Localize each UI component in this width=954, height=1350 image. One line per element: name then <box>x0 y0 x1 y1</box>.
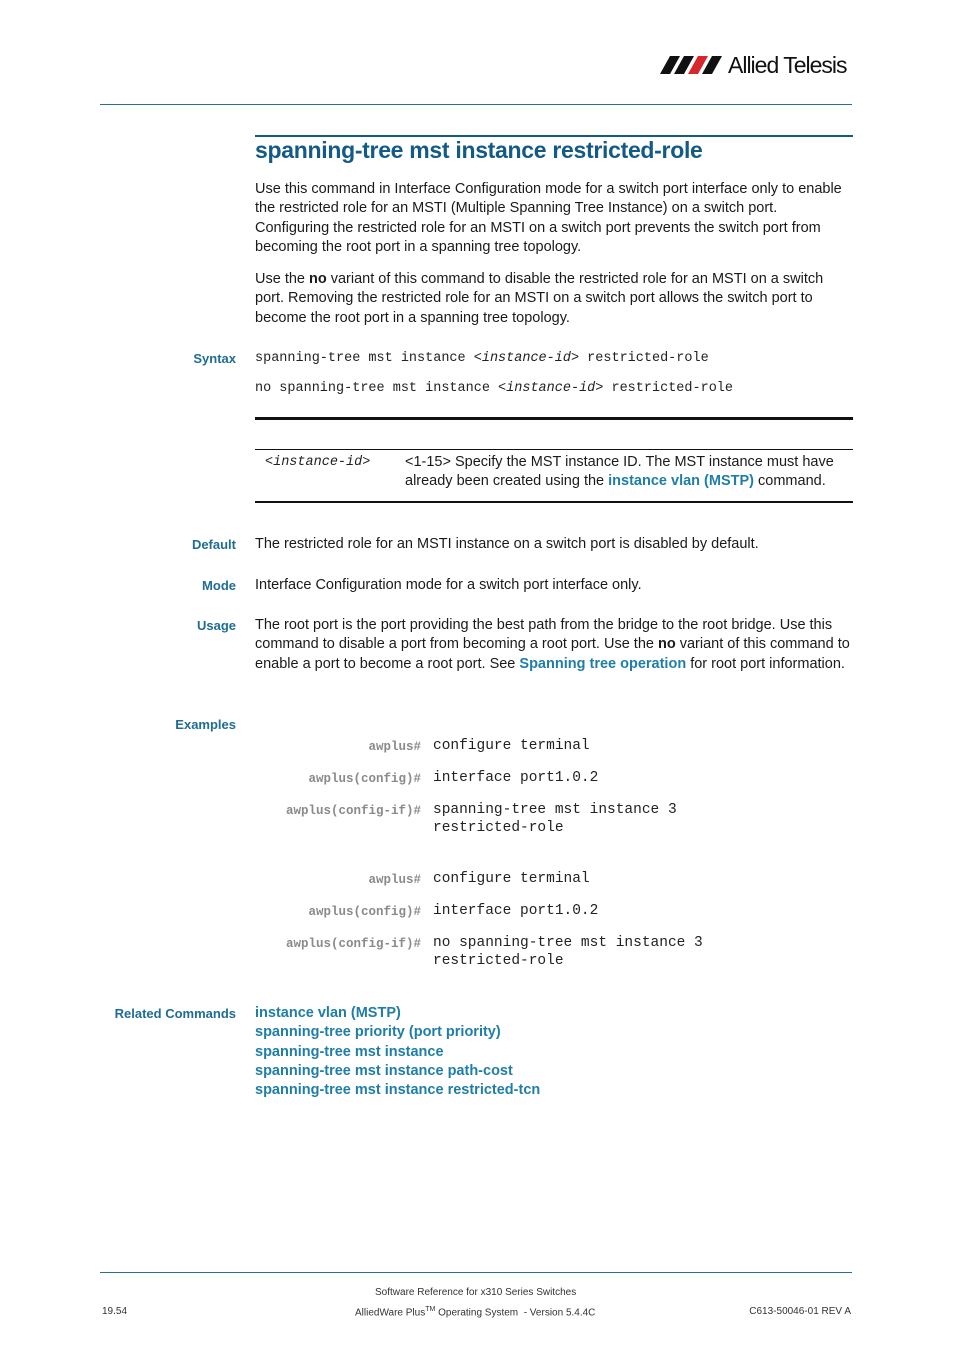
example-command: interface port1.0.2 <box>433 770 599 786</box>
syntax-line-2: no spanning-tree mst instance <instance-id> restricted-role <box>255 381 734 396</box>
usage-label: Usage <box>196 618 236 633</box>
example-command: spanning-tree mst instance 3 restricted-role <box>433 802 677 836</box>
param-name: <instance-id> <box>265 455 371 470</box>
table-top-rule <box>255 417 853 420</box>
syntax-line-1: spanning-tree mst instance <instance-id> restricted-role <box>255 351 709 366</box>
default-label: Default <box>191 537 236 552</box>
related-link-mst-instance[interactable]: spanning-tree mst instance <box>255 1044 444 1060</box>
related-link-restricted-tcn[interactable]: spanning-tree mst instance restricted-tcn <box>255 1082 541 1098</box>
table-bottom-rule <box>255 501 853 503</box>
example-prompt: awplus(config)# <box>308 772 421 786</box>
allied-telesis-logo <box>660 50 847 80</box>
related-commands-label: Related Commands <box>114 1006 236 1021</box>
intro-paragraph-1: Use this command in Interface Configuration mode for a switch port interface only to enable the restricted role for an MSTI (Multiple Spanning Tree Instance) on a switch port. Configuring the restricted role for an MSTI on a switch port prevents the switch port from becoming the root port in a spanning tree topology. <box>255 181 842 256</box>
example-prompt: awplus# <box>368 873 421 887</box>
spanning-tree-operation-link[interactable]: Spanning tree operation <box>519 655 687 672</box>
document-id: C613-50046-01 REV A <box>749 1306 851 1317</box>
example-prompt: awplus(config-if)# <box>285 937 421 951</box>
page-number: 19.54 <box>102 1306 128 1317</box>
default-text: The restricted role for an MSTI instance on a switch port is disabled by default. <box>255 536 759 552</box>
example-command: configure terminal <box>433 738 590 754</box>
example-prompt: awplus(config-if)# <box>285 804 421 818</box>
intro-paragraph-2: Use the no variant of this command to disable the restricted role for an MSTI on a switch port. Removing the restricted role for an MSTI on a switch port allows the switch port to become the root port in a spanning tree topology. <box>255 271 824 326</box>
header-rule <box>100 104 852 105</box>
example-command: configure terminal <box>433 871 590 887</box>
mode-label: Mode <box>202 578 236 593</box>
footer-rule <box>100 1272 852 1273</box>
examples-label: Examples <box>175 717 236 732</box>
example-prompt: awplus(config)# <box>308 905 421 919</box>
example-prompt: awplus# <box>368 740 421 754</box>
instance-vlan-link[interactable]: instance vlan (MSTP) <box>608 473 754 490</box>
usage-text: The root port is the port providing the best path from the bridge to the root bridge. Use this command to disable a port from becoming a root port. Use the no variant of this command to enable a port to become a root port. See Spanning tree operation for root port information. <box>255 617 850 672</box>
example-command: no spanning-tree mst instance 3 restricted-role <box>433 935 703 969</box>
related-link-instance-vlan[interactable]: instance vlan (MSTP) <box>255 1005 401 1021</box>
page-title: spanning-tree mst instance restricted-role <box>255 137 703 163</box>
mode-text: Interface Configuration mode for a switch port interface only. <box>255 577 642 593</box>
table-header-rule <box>255 449 853 450</box>
param-description: <1-15> Specify the MST instance ID. The MST instance must have already been created using the instance vlan (MSTP) command. <box>405 454 834 490</box>
logo-text: Allied Telesis <box>728 51 847 78</box>
footer-title: Software Reference for x310 Series Switches <box>375 1287 577 1298</box>
example-command: interface port1.0.2 <box>433 903 599 919</box>
syntax-label: Syntax <box>193 351 236 366</box>
logo-mark-icon <box>660 54 722 76</box>
related-link-path-cost[interactable]: spanning-tree mst instance path-cost <box>255 1063 513 1079</box>
related-link-priority[interactable]: spanning-tree priority (port priority) <box>255 1024 501 1040</box>
footer-os-version: AlliedWare Plus™ Operating System - Version 5.4.4C <box>355 1306 596 1319</box>
